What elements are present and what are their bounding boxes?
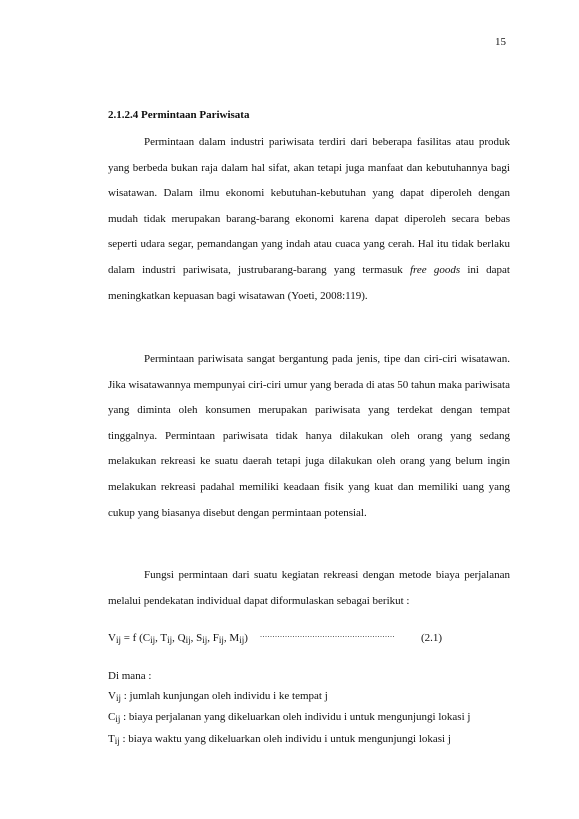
page-number: 15 bbox=[495, 36, 506, 48]
formula-variable-subscript: ij bbox=[167, 635, 173, 645]
formula-variable-subscript: ij bbox=[218, 635, 224, 645]
definition-variable: V bbox=[108, 689, 116, 702]
definition-variable: T bbox=[108, 732, 115, 745]
formula-leader-dots: ...................................................... bbox=[260, 630, 395, 639]
paragraph-text: ini dapat meningkatkan kepuasan bagi wisatawan (Yoeti, 2008:119). bbox=[108, 263, 510, 302]
formula-separator: , bbox=[207, 632, 213, 644]
formula-separator: , bbox=[155, 632, 161, 644]
formula-variable: F bbox=[212, 632, 219, 644]
definition-variable: C bbox=[108, 711, 116, 723]
definitions-block bbox=[108, 667, 510, 751]
paragraph-permintaan-industri bbox=[108, 130, 510, 309]
formula-lhs: V bbox=[108, 632, 116, 644]
definition-text: : jumlah kunjungan oleh individu i ke tempat j bbox=[120, 689, 328, 702]
section-heading: 2.1.2.4 Permintaan Pariwisata bbox=[108, 109, 250, 121]
definition-item bbox=[108, 708, 510, 730]
formula-variable-subscript: ij bbox=[239, 635, 245, 645]
definitions-intro: Di mana : bbox=[108, 670, 152, 682]
equation-number: (2.1) bbox=[421, 632, 443, 644]
definition-text: : biaya waktu yang dikeluarkan oleh individu i untuk mengunjungi lokasi j bbox=[119, 732, 451, 745]
formula-separator: ) bbox=[244, 632, 248, 644]
formula-terms bbox=[143, 632, 248, 644]
formula-lhs-subscript: ij bbox=[115, 635, 121, 645]
paragraph-text: Permintaan dalam industri pariwisata terdiri dari beberapa fasilitas atau produk yang berbeda bukan raja dalam hal sifat, akan tetapi juga manfaat dan kebutuhannya bagi wisatawan. Dalam ilmu ekonomi kebutuhan-kebutuhan yang dapat diperoleh dengan mudah tidak merupakan barang-barang ekonomi karena dapat diperoleh secara bebas seperti udara segar, pemandangan yang indah atau cuaca yang cerah. Hal itu tidak berlaku dalam industri pariwisata, justrubarang-barang yang termasuk bbox=[108, 136, 510, 276]
demand-formula bbox=[108, 632, 510, 645]
definition-item bbox=[108, 730, 510, 752]
definition-item bbox=[108, 687, 510, 709]
formula-variable: Q bbox=[177, 632, 186, 644]
definition-variable-subscript: ij bbox=[115, 714, 121, 724]
formula-variable: S bbox=[196, 632, 203, 644]
formula-separator: , bbox=[223, 632, 230, 644]
paragraph-fungsi-permintaan: Fungsi permintaan dari suatu kegiatan rekreasi dengan metode biaya perjalanan melalui pendekatan individual dapat diformulaskan sebagai berikut : bbox=[108, 569, 510, 607]
formula-separator: , bbox=[190, 632, 197, 644]
definition-variable-subscript: ij bbox=[115, 692, 121, 703]
formula-separator: , bbox=[172, 632, 178, 644]
formula-variable-subscript: ij bbox=[202, 635, 208, 645]
definition-text: : biaya perjalanan yang dikeluarkan oleh individu i untuk mengunjungi lokasi j bbox=[120, 711, 471, 723]
definition-variable-subscript: ij bbox=[114, 735, 120, 746]
paragraph-permintaan-wisatawan: Permintaan pariwisata sangat bergantung pada jenis, tipe dan ciri-ciri wisatawan. Jika wisatawannya mempunyai ciri-ciri umur yang berada di atas 50 tahun maka pariwisata yang diminta oleh konsumen merupakan pariwisata yang terdekat dengan tempat tinggalnya. Permintaan pariwisata tidak hanya dilakukan oleh orang yang sedang melakukan rekreasi ke suatu daerah tetapi juga dilakukan oleh orang yang belum ingin melakukan rekreasi padahal memiliki keadaan fisik yang kuat dan memiliki uang yang cukup yang biasanya disebut dengan permintaan potensial. bbox=[108, 353, 510, 519]
formula-variable: M bbox=[229, 632, 240, 644]
formula-variable: T bbox=[160, 632, 168, 644]
formula-equals: = f ( bbox=[120, 632, 143, 644]
italic-term: free goods bbox=[409, 263, 461, 276]
formula-variable-subscript: ij bbox=[150, 635, 156, 645]
formula-variable-subscript: ij bbox=[185, 635, 191, 645]
formula-variable: C bbox=[142, 632, 151, 644]
definitions-list bbox=[108, 687, 510, 752]
